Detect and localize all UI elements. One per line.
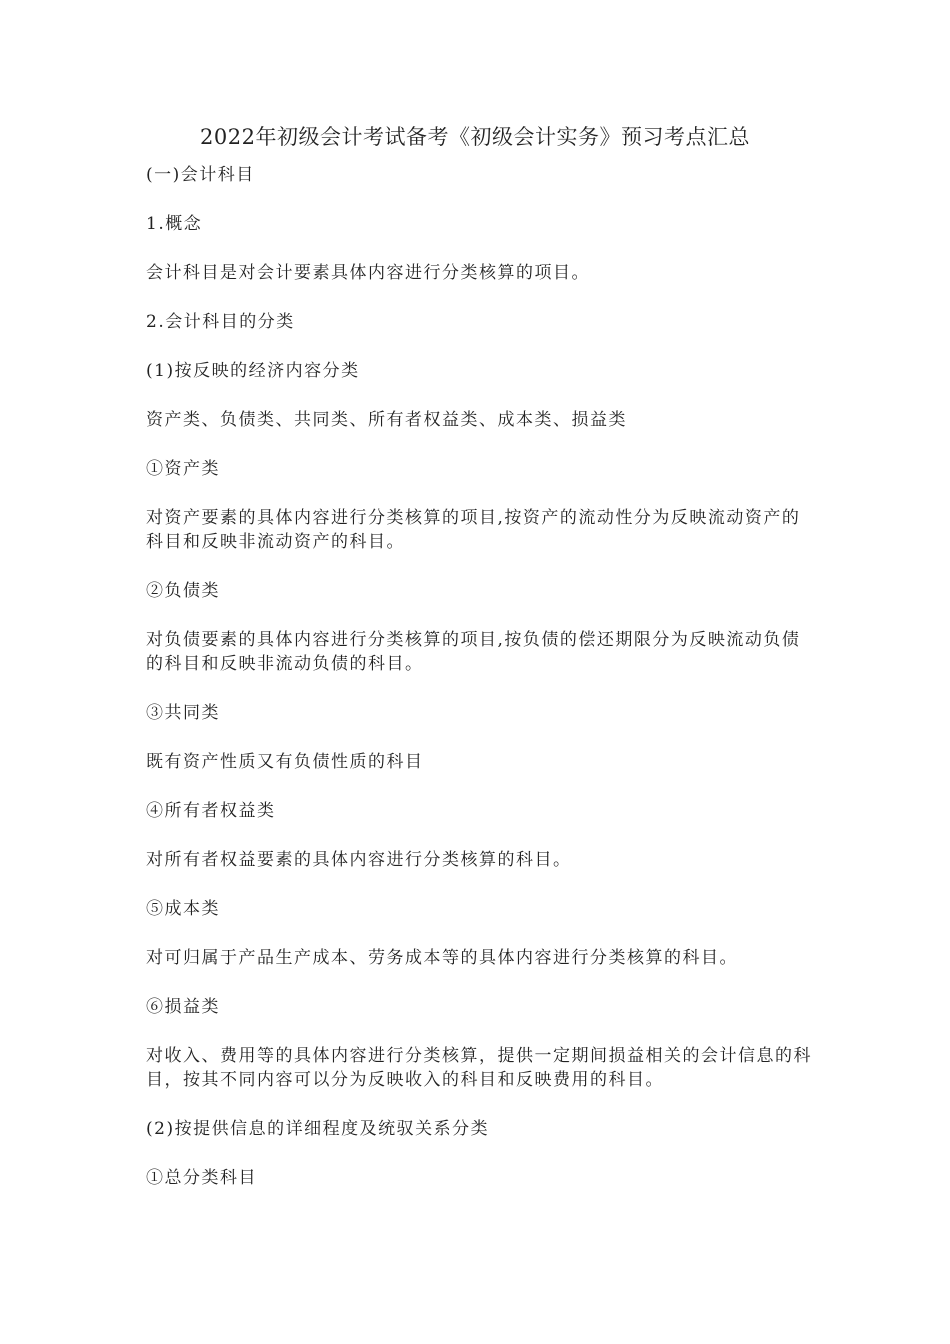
list-item-heading: ⑥损益类 <box>146 997 220 1017</box>
list-item-heading: ⑤成本类 <box>146 899 220 919</box>
paragraph: 资产类、负债类、共同类、所有者权益类、成本类、损益类 <box>146 410 627 430</box>
section-heading: (一)会计科目 <box>146 165 255 185</box>
paragraph: 对所有者权益要素的具体内容进行分类核算的科目。 <box>146 850 572 870</box>
paragraph: 对可归属于产品生产成本、劳务成本等的具体内容进行分类核算的科目。 <box>146 948 738 968</box>
paragraph: 会计科目是对会计要素具体内容进行分类核算的项目。 <box>146 263 590 283</box>
subsection-heading: (1)按反映的经济内容分类 <box>146 361 360 381</box>
list-item-heading: ③共同类 <box>146 703 220 723</box>
paragraph: 对资产要素的具体内容进行分类核算的项目,按资产的流动性分为反映流动资产的科目和反映非流动资产的科目。 <box>146 508 801 552</box>
document-title: 2022年初级会计考试备考《初级会计实务》预习考点汇总 <box>200 125 750 149</box>
list-item-heading: ④所有者权益类 <box>146 801 276 821</box>
list-item-heading: ①总分类科目 <box>146 1168 257 1188</box>
subsection-heading: (2)按提供信息的详细程度及统驭关系分类 <box>146 1119 490 1139</box>
list-item-heading: ①资产类 <box>146 459 220 479</box>
paragraph: 对负债要素的具体内容进行分类核算的项目,按负债的偿还期限分为反映流动负债的科目和反映非流动负债的科目。 <box>146 630 801 674</box>
list-item-heading: ②负债类 <box>146 581 220 601</box>
paragraph: 对收入、费用等的具体内容进行分类核算，提供一定期间损益相关的会计信息的科目，按其不同内容可以分为反映收入的科目和反映费用的科目。 <box>146 1046 812 1090</box>
document-body <box>146 163 814 1190</box>
subsection-heading: 2.会计科目的分类 <box>146 312 295 332</box>
subsection-heading: 1.概念 <box>146 214 203 234</box>
paragraph: 既有资产性质又有负债性质的科目 <box>146 752 424 772</box>
